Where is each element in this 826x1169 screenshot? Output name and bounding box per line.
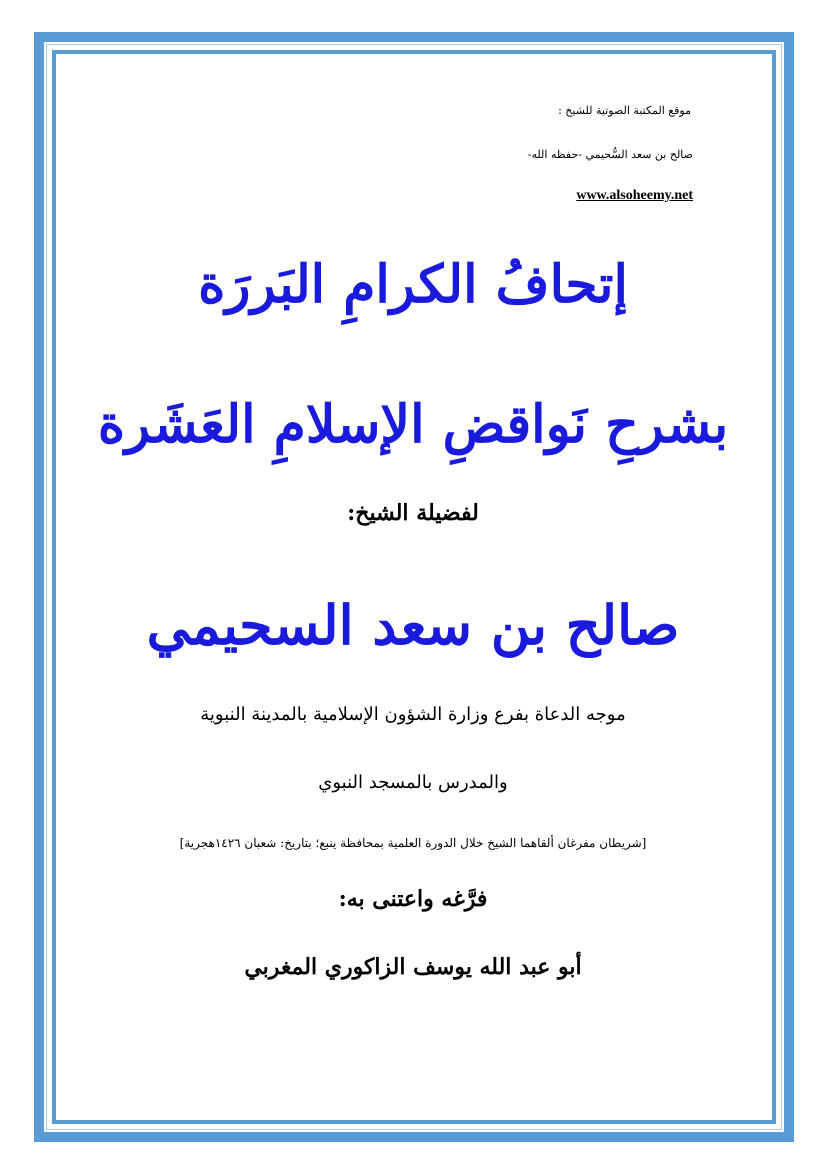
book-title-line-2: بشرحِ نَواقضِ الإسلامِ العَشَرة [97, 394, 729, 455]
recording-note: [شريطان مفرغان ألقاهما الشيخ خلال الدورة العلمية بمحافظة ينبع؛ بتاريخ: شعبان ١٤٢٦هجرية] [179, 836, 647, 850]
author-name: صالح بن سعد السحيمي [146, 593, 680, 657]
author-label: لفضيلة الشيخ: [347, 500, 479, 526]
book-title-line-1: إتحافُ الكرامِ البَررَة [198, 254, 628, 315]
author-role-1: موجه الدعاة بفرع وزارة الشؤون الإسلامية بالمدينة النبوية [200, 704, 626, 725]
site-sheikh-name: صالح بن سعد السُّحيمي -حفظه الله- [527, 148, 693, 161]
site-label: موقع المكتبة الصوتية للشيخ : [558, 104, 691, 117]
site-url-link[interactable]: www.alsoheemy.net [576, 188, 693, 203]
preparer-name: أبو عبد الله يوسف الزاكوري المغربي [244, 954, 582, 980]
prepared-by-label: فرَّغه واعتنى به: [338, 886, 488, 912]
author-role-2: والمدرس بالمسجد النبوي [318, 772, 508, 793]
